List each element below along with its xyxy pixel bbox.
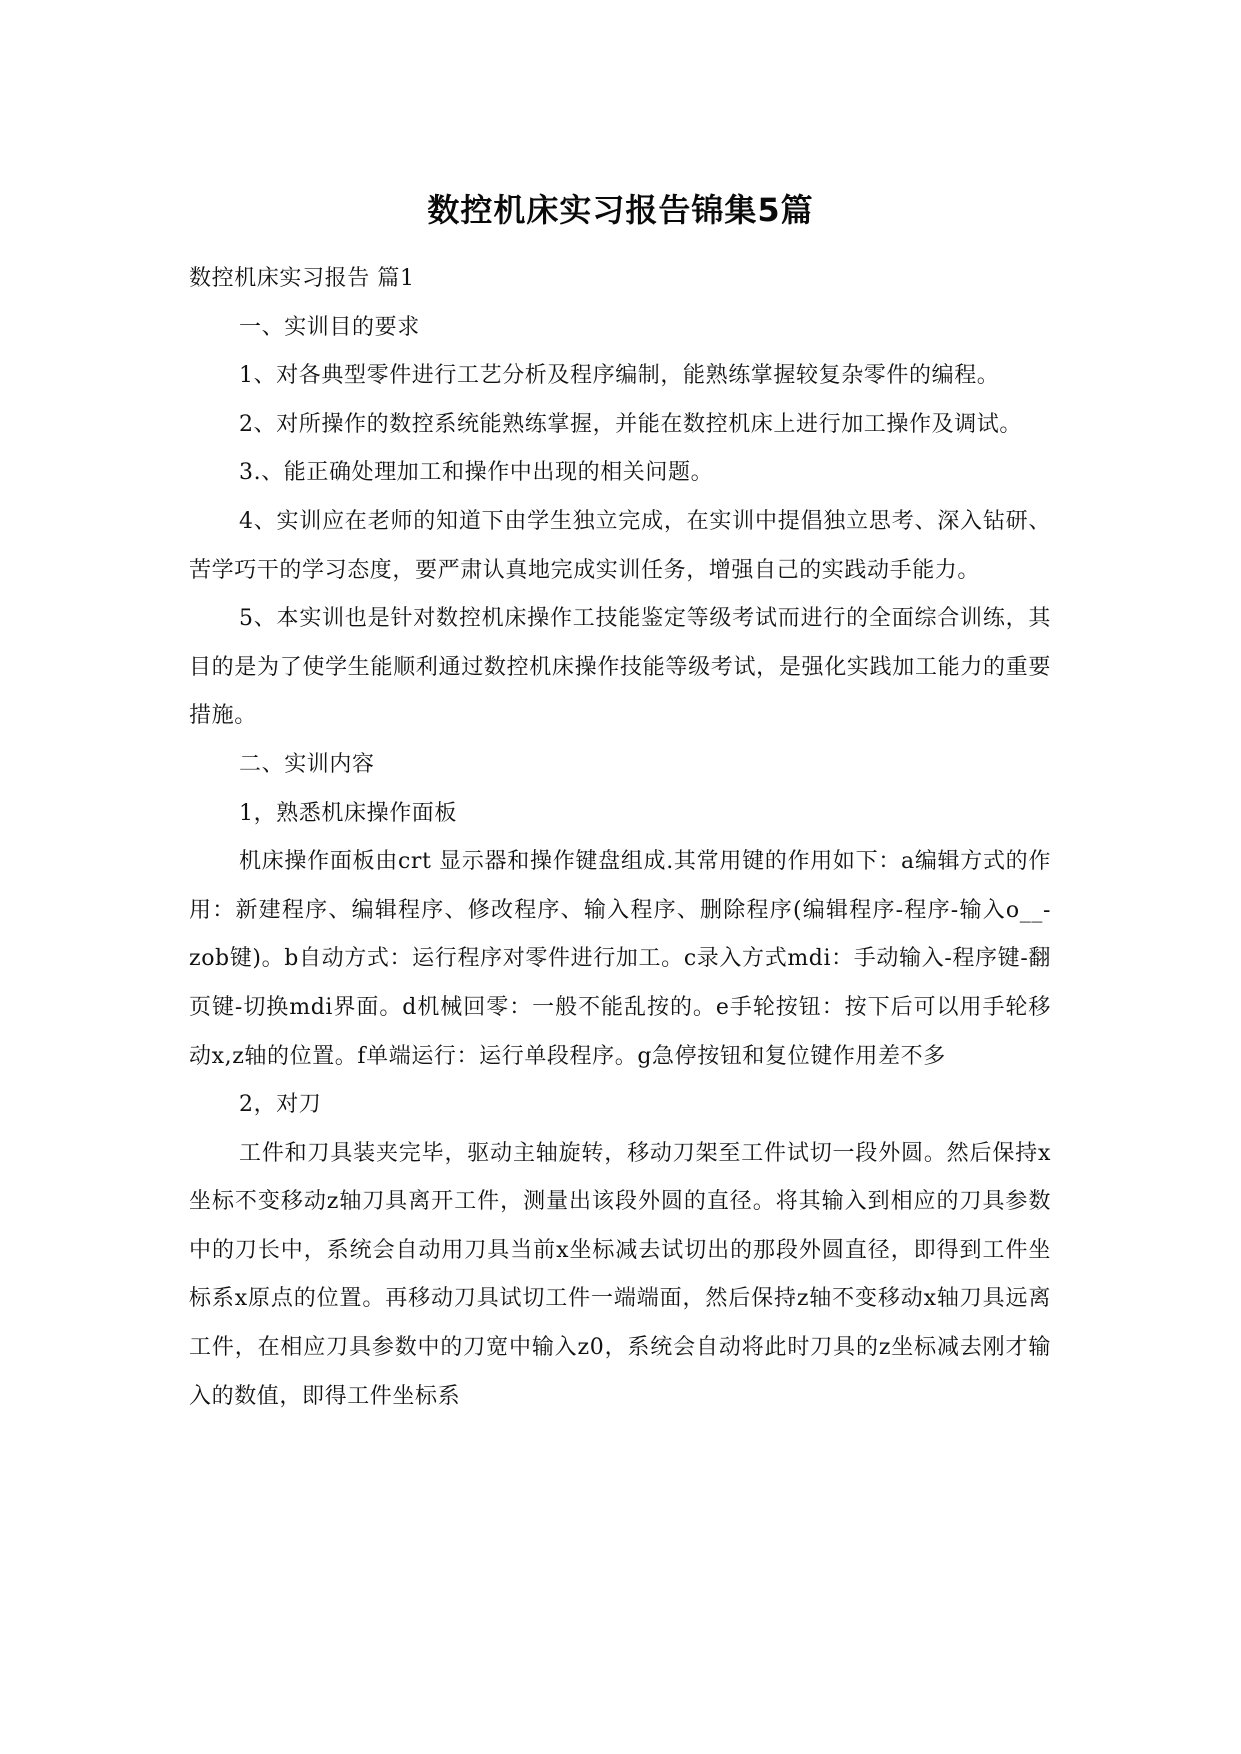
section-heading-part-1: 数控机床实习报告 篇1 <box>189 266 415 291</box>
paragraph-tool-setting: 工件和刀具装夹完毕，驱动主轴旋转，移动刀架至工件试切一段外圆。然后保持x坐标不变移动z轴刀具离开工件，测量出该段外圆的直径。将其输入到相应的刀具参数中的刀长中，系统会自动用刀具当前x坐标减去试切出的那段外圆直径，即得到工件坐标系x原点的位置。再移动刀具试切工件一端端面，然后保持z轴不变移动x轴刀具远离工件，在相应刀具参数中的刀宽中输入z0，系统会自动将此时刀具的z坐标减去刚才输入的数值，即得工件坐标系 <box>189 1140 1051 1409</box>
paragraph-control-panel: 机床操作面板由crt 显示器和操作键盘组成.其常用键的作用如下：a编辑方式的作用：新建程序、编辑程序、修改程序、输入程序、删除程序(编辑程序-程序-输入o__-zob键)。b自动方式：运行程序对零件进行加工。c录入方式mdi：手动输入-程序键-翻页键-切换mdi界面。d机械回零：一般不能乱按的。e手轮按钮：按下后可以用手轮移动x,z轴的位置。f单端运行：运行单段程序。g急停按钮和复位键作用差不多 <box>189 849 1051 1069</box>
paragraph-goal-3: 3.、能正确处理加工和操作中出现的相关问题。 <box>239 460 714 486</box>
heading-training-content: 二、实训内容 <box>239 751 375 777</box>
document-body <box>189 255 1051 1421</box>
paragraph-goal-4: 4、实训应在老师的知道下由学生独立完成，在实训中提倡独立思考、深入钻研、苦学巧干的学习态度，要严肃认真地完成实训任务，增强自己的实践动手能力。 <box>189 508 1051 583</box>
subheading-tool-setting: 2，对刀 <box>239 1092 322 1118</box>
heading-training-goals: 一、实训目的要求 <box>239 314 420 340</box>
subheading-control-panel: 1，熟悉机床操作面板 <box>239 800 457 826</box>
document-title: 数控机床实习报告锦集5篇 <box>427 191 814 229</box>
paragraph-goal-2: 2、对所操作的数控系统能熟练掌握，并能在数控机床上进行加工操作及调试。 <box>239 411 1022 437</box>
paragraph-goal-1: 1、对各典型零件进行工艺分析及程序编制，能熟练掌握较复杂零件的编程。 <box>239 363 1000 389</box>
paragraph-goal-5: 5、本实训也是针对数控机床操作工技能鉴定等级考试而进行的全面综合训练，其目的是为了使学生能顺利通过数控机床操作技能等级考试，是强化实践加工能力的重要措施。 <box>189 606 1051 729</box>
